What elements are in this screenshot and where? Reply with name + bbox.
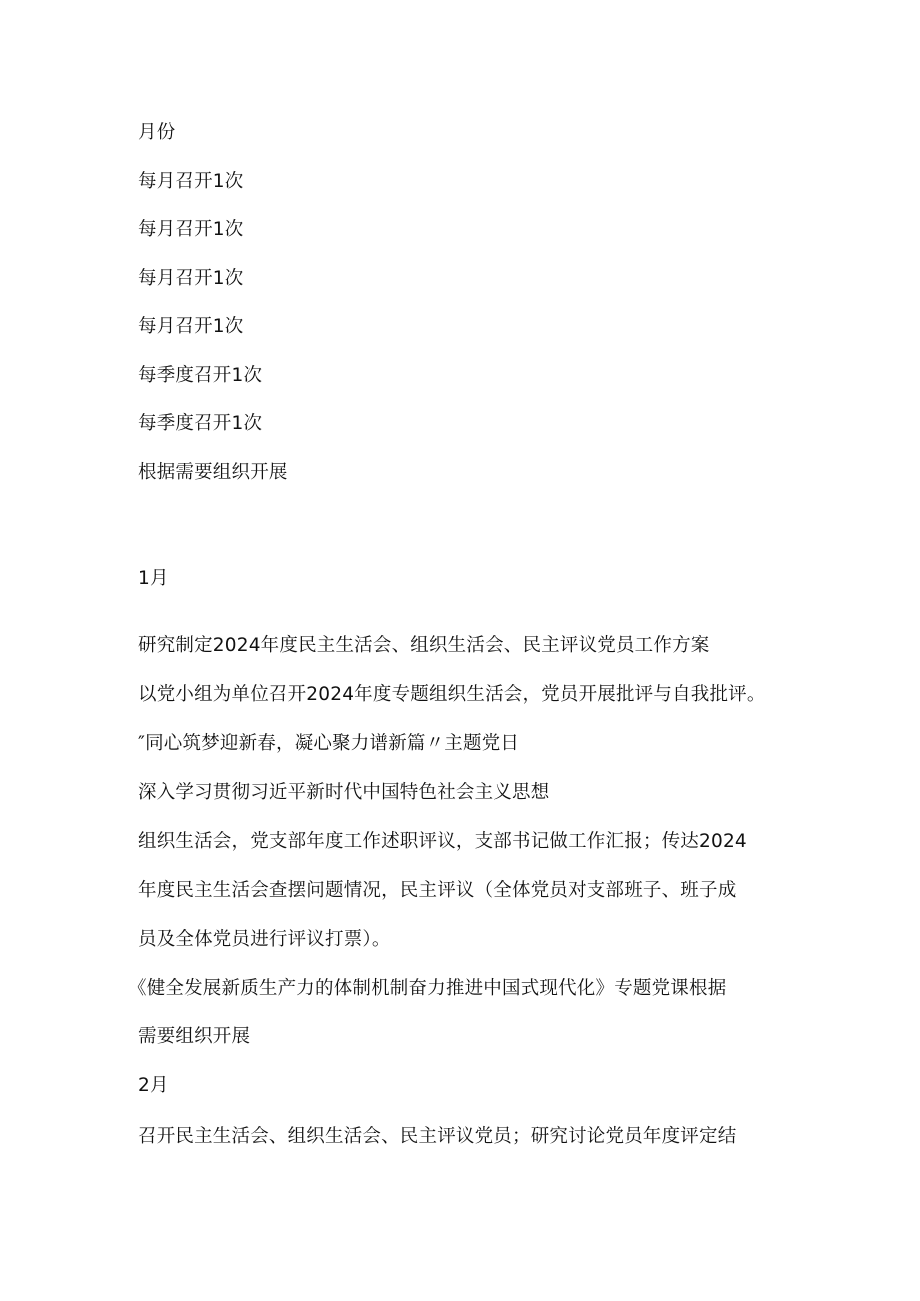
text-line: 召开民主生活会、组织生活会、民主评议党员；研究讨论党员年度评定结 [138,1126,737,1147]
section-heading-january: 1月 [138,568,169,589]
text-line: 组织生活会，党支部年度工作述职评议，支部书记做工作汇报；传达2024 [138,831,747,852]
text-line-frequency: 每月召开1次 [138,316,244,337]
text-line: 以党小组为单位召开2024年度专题组织生活会，党员开展批评与自我批评。 [138,684,766,705]
text-line: 需要组织开展 [138,1026,251,1047]
text-line-frequency: 每季度召开1次 [138,413,263,434]
text-line: 研究制定2024年度民主生活会、组织生活会、民主评议党员工作方案 [138,635,710,656]
text-line-frequency: 每月召开1次 [138,219,244,240]
text-line: 《健全发展新质生产力的体制机制奋力推进中国式现代化》专题党课根据 [128,978,727,999]
text-line-month-header: 月份 [138,122,176,143]
text-line: 员及全体党员进行评议打票）。 [138,929,391,950]
text-line: 年度民主生活会查摆问题情况，民主评议（全体党员对支部班子、班子成 [138,880,737,901]
text-line-frequency: 每季度召开1次 [138,365,263,386]
section-heading-february: 2月 [138,1075,169,1096]
text-line-frequency: 每月召开1次 [138,268,244,289]
text-line: ″同心筑梦迎新春，凝心聚力谱新篇〃主题党日 [138,733,520,754]
text-line-frequency: 每月召开1次 [138,171,244,192]
text-line: 深入学习贯彻习近平新时代中国特色社会主义思想 [138,782,550,803]
text-line-frequency: 根据需要组织开展 [138,462,288,483]
